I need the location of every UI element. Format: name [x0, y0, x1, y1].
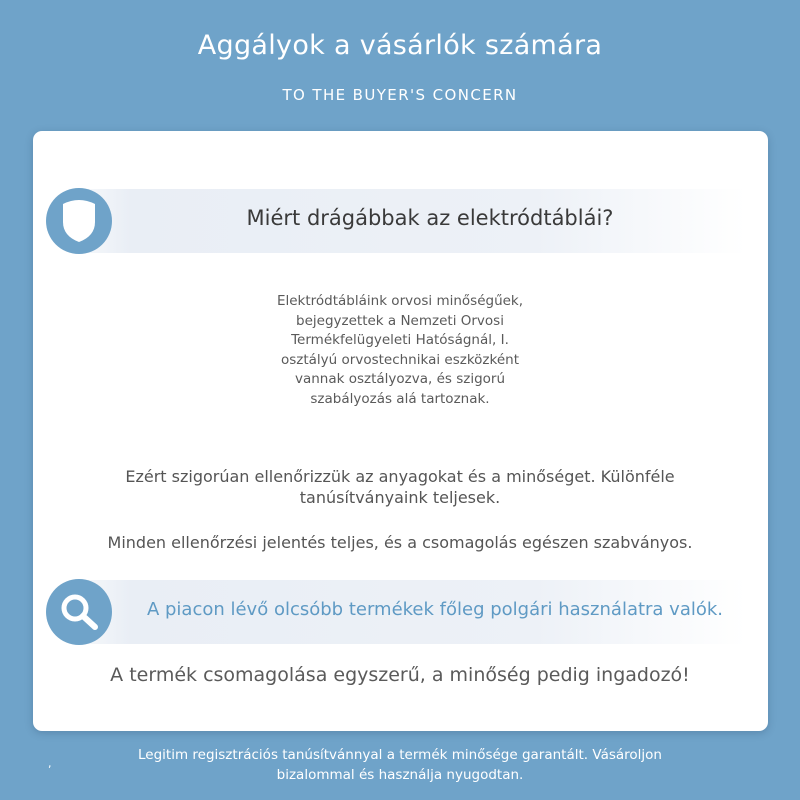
answer-line: bejegyzettek a Nemzeti Orvosi	[296, 312, 504, 329]
question-2-text: A piacon lévő olcsóbb termékek főleg polgári használatra valók.	[146, 599, 724, 620]
quality-line: Ezért szigorúan ellenőrizzük az anyagokat és a minőséget. Különféle	[125, 467, 675, 486]
quality-paragraph	[0, 466, 800, 508]
question-1-text: Miért drágábbak az elektródtáblái?	[246, 206, 614, 230]
quality-line: tanúsítványaink teljesek.	[299, 488, 501, 507]
page-subtitle: TO THE BUYER'S CONCERN	[282, 86, 518, 104]
footer-line: bizalommal és használja nyugodtan.	[276, 766, 524, 783]
answer-paragraph	[0, 292, 800, 409]
footer-mark: ,	[48, 757, 52, 770]
report-paragraph: Minden ellenőrzési jelentés teljes, és a csomagolás egészen szabványos.	[107, 533, 693, 552]
answer-line: vannak osztályozva, és szigorú	[294, 371, 506, 387]
footer-text	[0, 746, 800, 785]
footer-line: Legitim regisztrációs tanúsítvánnyal a termék minősége garantált. Vásároljon	[138, 747, 662, 763]
conclusion-text: A termék csomagolása egyszerű, a minőség pedig ingadozó!	[110, 664, 690, 686]
answer-line: Termékfelügyeleti Hatóságnál, I.	[291, 332, 509, 348]
answer-line: szabályozás alá tartoznak.	[310, 390, 490, 407]
page-title: Aggályok a vásárlók számára	[197, 30, 603, 61]
answer-line: osztályú orvostechnikai eszközként	[280, 351, 519, 368]
answer-line: Elektródtábláink orvosi minőségűek,	[276, 293, 524, 309]
